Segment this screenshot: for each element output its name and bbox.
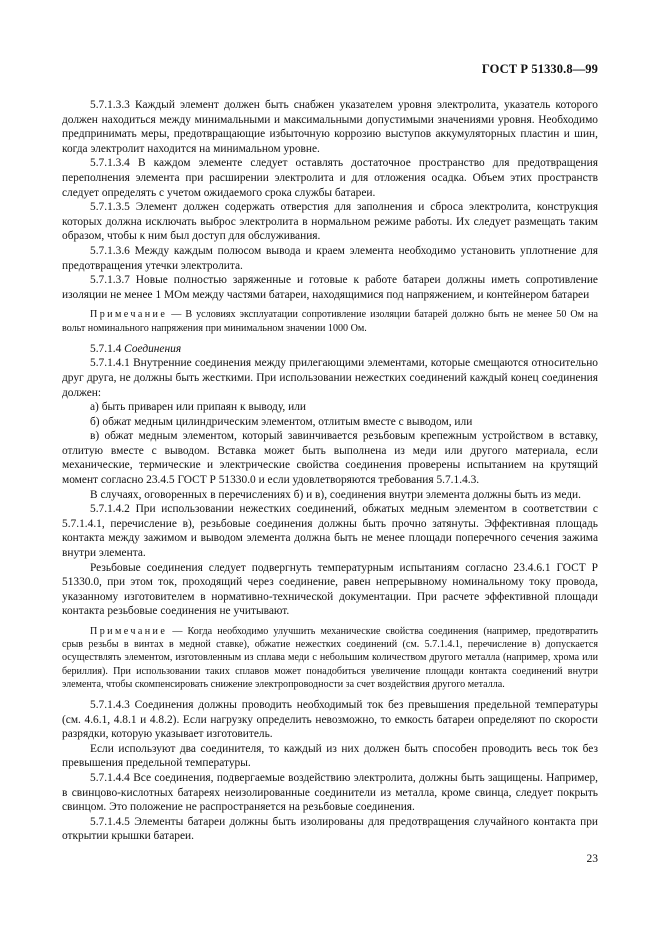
paragraph-5-7-1-4-2: 5.7.1.4.2 При использовании нежестких соединений, обжатых медным элементом в соответствии с 5.7.1.4.1, перечисление в), резьбовые соединения должны быть прочно затянуты. Эффективная площадь контакта между зажимом и выводом элемента должна быть не менее площади поперечного сечения зажима внутри элемента. xyxy=(62,503,598,560)
note-text: — В условиях эксплуатации сопротивление изоляции батарей должно быть не менее 50 Ом на вольт номинального напряжения при минимальном значении 1000 Ом. xyxy=(62,309,598,334)
paragraph-two-connectors: Если используют два соединителя, то каждый из них должен быть способен проводить весь ток без превышения предельной температуры. xyxy=(62,742,598,770)
list-item-a: а) быть приварен или припаян к выводу, или xyxy=(90,401,306,414)
document-body xyxy=(62,98,598,844)
note-insulation xyxy=(62,308,598,334)
paragraph-5-7-1-4-3: 5.7.1.4.3 Соединения должны проводить необходимый ток без превышения предельной температуры (см. 4.6.1, 4.8.1 и 4.8.2). Если нагрузку определить невозможно, то емкость батареи определяют по скорости разрядки, которую указывает изготовитель. xyxy=(62,699,598,741)
document-code-header: ГОСТ Р 51330.8—99 xyxy=(481,62,598,76)
paragraph-5-7-1-3-5: 5.7.1.3.5 Элемент должен содержать отверстия для заполнения и сброса электролита, конструкция которых должна исключать выброс электролита в нормальном режиме работы. Их следует размещать таким образом, чтобы к ним был доступ для обслуживания. xyxy=(62,201,598,243)
paragraph-threaded-connections: Резьбовые соединения следует подвергнуть температурным испытаниям согласно 23.4.6.1 ГОСТ Р 51330.0, при этом ток, проходящий через соединение, равен непрерывному номинальному току провода, указанному изготовителем в нормативно-технической документации. При расчете эффективной площади контакта резьбовые соединения не учитывают. xyxy=(62,561,598,618)
paragraph-5-7-1-4-4: 5.7.1.4.4 Все соединения, подвергаемые воздействию электролита, должны быть защищены. Например, в свинцово-кислотных батареях неизолированные соединители из металла, кроме свинца, следует покрыть свинцом. Это положение не распространяется на резьбовые соединения. xyxy=(62,771,598,814)
paragraph-5-7-1-3-6: 5.7.1.3.6 Между каждым полюсом вывода и краем элемента необходимо установить уплотнение для предотвращения утечки электролита. xyxy=(62,244,598,272)
paragraph-5-7-1-4-1: 5.7.1.4.1 Внутренние соединения между прилегающими элементами, которые смещаются относительно друг друга, не должны быть жесткими. При использовании нежестких соединений каждый конец соединения должен: xyxy=(62,357,598,399)
paragraph-5-7-1-3-3: 5.7.1.3.3 Каждый элемент должен быть снабжен указателем уровня электролита, указатель которого должен находиться между минимальными и максимальными допустимыми значениями уровня. Необходимо предпринимать меры, предотвращающие избыточную коррозию выступов аккумуляторных пластин и шин, когда электролит находится на минимальном уровне. xyxy=(62,99,598,155)
section-number: 5.7.1.4 xyxy=(90,342,125,355)
paragraph-5-7-1-4-5: 5.7.1.4.5 Элементы батареи должны быть изолированы для предотвращения случайного контакта при открытии крышки батареи. xyxy=(62,815,598,843)
paragraph-copper-cases: В случаях, оговоренных в перечислениях б) и в), соединения внутри элемента должны быть из меди. xyxy=(90,488,581,501)
note-text: — Когда необходимо улучшить механические свойства соединения (например, предотвратить срыв резьбы в винтах в медной ставке), обжатие нежестких соединений (см. 5.7.1.4.1, перечисление в) допускается осуществлять элементом, изготовленным из сплава меди с небольшим количеством другого металла (например, хрома или бериллия). При использовании таких сплавов может понадобиться увеличение площади контакта соединений внутри элемента, чтобы скомпенсировать снижение электропроводности за счет воздействия другого металла. xyxy=(62,626,598,690)
note-label: Примечание xyxy=(90,309,168,321)
paragraph-5-7-1-3-4: 5.7.1.3.4 В каждом элементе следует оставлять достаточное пространство для предотвращения переполнения элемента при расширении электролита и для отложения осадка. Объем этих пространств следует определять с учетом ожидаемого срока службы батареи. xyxy=(62,157,598,199)
section-heading-connections xyxy=(62,342,598,357)
page-number: 23 xyxy=(586,853,598,865)
list-item-v: в) обжат медным элементом, который завинчивается резьбовым крепежным устройством в вставку, отлитую вместе с выводом. Вставка может быть выполнена из меди или другого материала, если механические, термические и электрические свойства соединения проверены испытанием на крутящий момент согласно 23.4.5 ГОСТ Р 51330.0 и если удовлетворяются требования 5.7.1.4.3. xyxy=(62,430,598,487)
list-item-b: б) обжат медным цилиндрическим элементом, отлитым вместе с выводом, или xyxy=(90,415,473,428)
section-title: Соединения xyxy=(124,342,182,355)
note-label: Примечание xyxy=(90,626,168,637)
paragraph-5-7-1-3-7: 5.7.1.3.7 Новые полностью заряженные и готовые к работе батареи должны иметь сопротивление изоляции не менее 1 МОм между частями батареи, находящимися под напряжением, и контейнером батареи xyxy=(62,274,598,301)
note-mechanical-properties xyxy=(62,625,598,691)
